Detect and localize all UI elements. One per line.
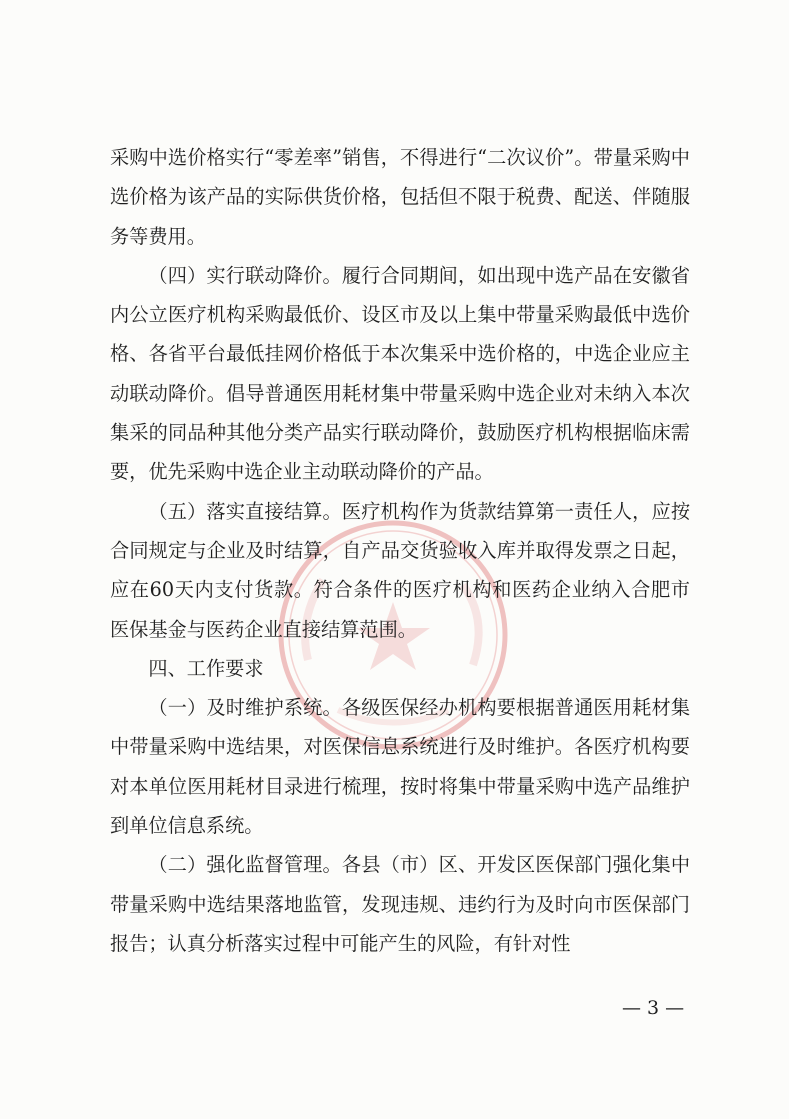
- item-lead: （一）及时维护系统。: [148, 696, 342, 720]
- paragraph-item-2: [110, 845, 690, 963]
- section-heading: 四、工作要求: [148, 656, 264, 680]
- paragraph-item-1: [110, 688, 690, 845]
- paragraph-continuation: 采购中选价格实行“零差率”销售，不得进行“二次议价”。带量采购中选价格为该产品的实际供货价格，包括但不限于税费、配送、伴随服务等费用。: [110, 146, 690, 248]
- item-lead: （二）强化监督管理。: [148, 853, 342, 877]
- item-lead: （四）实行联动降价。: [148, 263, 342, 287]
- item-lead: （五）落实直接结算。: [148, 499, 342, 523]
- item-text: 医疗机构作为货款结算第一责任人，应按合同规定与企业及时结算，自产品交货验收入库并取得发票之日起，应在60天内支付货款。符合条件的医疗机构和医药企业纳入合肥市医保基金与医药企业直接结算范围。: [110, 499, 691, 641]
- item-text: 各级医保经办机构要根据普通医用耗材集中带量采购中选结果，对医保信息系统进行及时维护。各医疗机构要对本单位医用耗材目录进行梳理，按时将集中带量采购中选产品维护到单位信息系统。: [110, 696, 691, 838]
- item-text: 各县（市）区、开发区医保部门强化集中带量采购中选结果落地监管，发现违规、违约行为及时向市医保部门报告；认真分析落实过程中可能产生的风险，有针对性: [110, 853, 691, 955]
- item-text: 履行合同期间，如出现中选产品在安徽省内公立医疗机构采购最低价、设区市及以上集中带量采购最低中选价格、各省平台最低挂网价格低于本次集采中选价格的，中选企业应主动联动降价。倡导普通医用耗材集中带量采购中选企业对未纳入本次集采的同品种其他分类产品实行联动降价，鼓励医疗机构根据临床需要，优先采购中选企业主动联动降价的产品。: [110, 263, 691, 484]
- paragraph-item-4: [110, 256, 690, 492]
- page-number: — 3 —: [622, 997, 685, 1019]
- document-body: [110, 138, 690, 963]
- paragraph-item-5: [110, 492, 690, 649]
